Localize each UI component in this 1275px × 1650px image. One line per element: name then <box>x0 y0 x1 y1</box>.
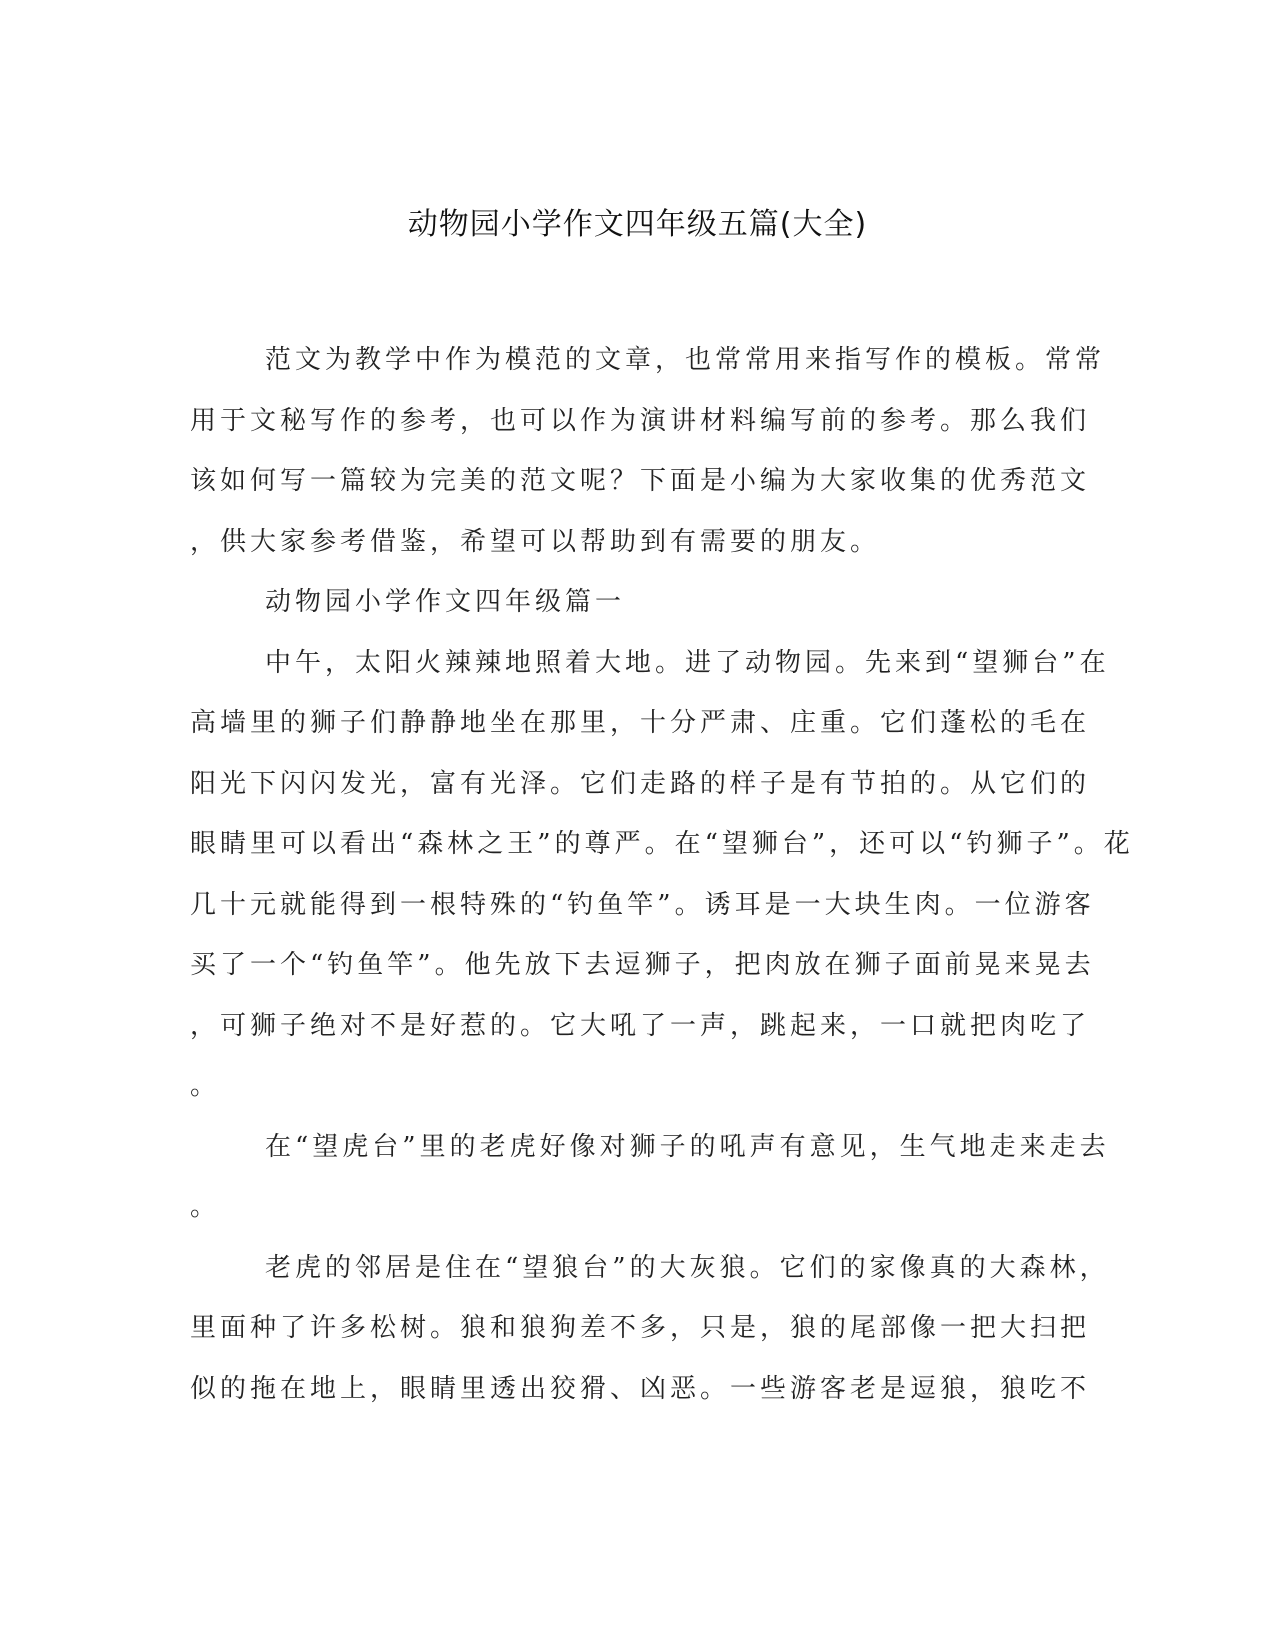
text-line: 该如何写一篇较为完美的范文呢？下面是小编为大家收集的优秀范文 <box>190 466 1091 496</box>
text-line: ，可狮子绝对不是好惹的。它大吼了一声，跳起来，一口就把肉吃了 <box>190 1010 1091 1041</box>
text-line: 眼睛里可以看出“森林之王”的尊严。在“望狮台”，还可以“钓狮子”。花 <box>190 829 1134 859</box>
text-line: 阳光下闪闪发光，富有光泽。它们走路的样子是有节拍的。从它们的 <box>190 768 1091 799</box>
text-line: 动物园小学作文四年级篇一 <box>265 587 626 617</box>
text-line: 中午，太阳火辣辣地照着大地。进了动物园。先来到“望狮台”在 <box>265 647 1110 678</box>
text-line: 似的拖在地上，眼睛里透出狡猾、凶恶。一些游客老是逗狼，狼吃不 <box>190 1373 1091 1404</box>
text-line: 。 <box>190 1071 221 1101</box>
text-line: 在“望虎台”里的老虎好像对狮子的吼声有意见，生气地走来走去 <box>265 1131 1110 1162</box>
text-line: 高墙里的狮子们静静地坐在那里，十分严肃、庄重。它们蓬松的毛在 <box>190 708 1091 738</box>
text-line: 几十元就能得到一根特殊的“钓鱼竿”。诱耳是一大块生肉。一位游客 <box>190 889 1095 920</box>
text-line: 用于文秘写作的参考，也可以作为演讲材料编写前的参考。那么我们 <box>190 405 1091 436</box>
text-line: 里面种了许多松树。狼和狼狗差不多，只是，狼的尾部像一把大扫把 <box>190 1313 1091 1343</box>
document-body <box>190 330 1134 1419</box>
text-line: 老虎的邻居是住在“望狼台”的大灰狼。它们的家像真的大森林， <box>265 1252 1110 1283</box>
text-line: ，供大家参考借鉴，希望可以帮助到有需要的朋友。 <box>190 526 881 557</box>
document-title: 动物园小学作文四年级五篇(大全) <box>407 207 868 242</box>
text-line: 买了一个“钓鱼竿”。他先放下去逗狮子，把肉放在狮子面前晃来晃去 <box>190 950 1095 980</box>
text-line: 范文为教学中作为模范的文章，也常常用来指写作的模板。常常 <box>265 345 1106 375</box>
text-line: 。 <box>190 1192 221 1222</box>
